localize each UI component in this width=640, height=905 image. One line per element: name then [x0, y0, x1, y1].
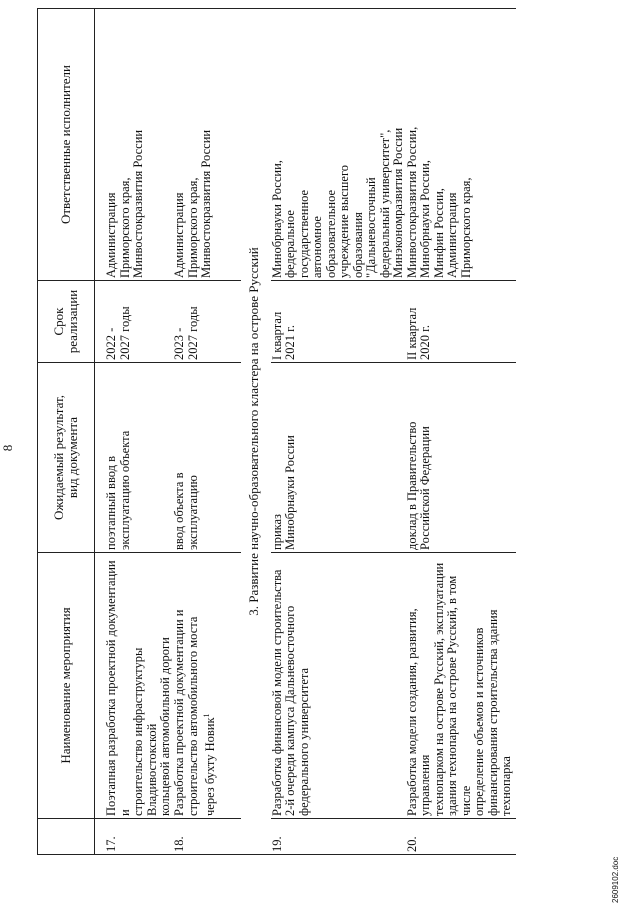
implementation-term: 2022 - 2027 годы — [105, 281, 173, 363]
implementation-term: II квартал 2020 г. — [406, 281, 516, 363]
responsible-executors: Администрация Приморского края, Минвостокразвития России — [173, 9, 241, 281]
expected-result: ввод объекта в эксплуатацию — [173, 363, 241, 553]
footnote-marker: 1 — [202, 713, 211, 718]
table-header-row — [38, 9, 95, 855]
section-title: 3. Развитие научно-образовательного кластера на острове Русский — [241, 9, 271, 855]
header-result: Ожидаемый результат, вид документа — [38, 363, 95, 553]
responsible-executors: Минвостокразвития России, Минобрнауки России, Минфин России, Администрация Приморского края, — [406, 9, 516, 281]
section-heading-row — [241, 9, 271, 855]
measure-name: Поэтапная разработка проектной документации и строительство инфраструктуры Владивостокской кольцевой автомобильной дороги — [105, 553, 173, 819]
row-number: 19. — [271, 819, 406, 855]
document-file-code: 2609102.doc — [611, 856, 620, 903]
table-row — [173, 9, 241, 855]
row-number: 17. — [105, 819, 173, 855]
measures-table — [37, 8, 516, 855]
header-executors: Ответственные исполнители — [38, 9, 95, 281]
measure-name-cell — [173, 553, 241, 819]
table-row — [406, 9, 516, 855]
measure-name: Разработка проектной документации и строительство автомобильного моста через бухту Новик — [172, 609, 218, 816]
implementation-term: 2023 - 2027 годы — [173, 281, 241, 363]
header-term: Срок реализации — [38, 281, 95, 363]
table-row — [105, 9, 173, 855]
page-number: 8 — [0, 444, 15, 452]
row-number: 20. — [406, 819, 516, 855]
header-number-cell — [38, 819, 95, 855]
responsible-executors: Администрация Приморского края, Минвостокразвития России — [105, 9, 173, 281]
table-row — [271, 9, 406, 855]
expected-result: поэтапный ввод в эксплуатацию объекта — [105, 363, 173, 553]
header-name: Наименование мероприятия — [38, 553, 95, 819]
row-number: 18. — [173, 819, 241, 855]
expected-result: приказ Минобрнауки России — [271, 363, 406, 553]
implementation-term: I квартал 2021 г. — [271, 281, 406, 363]
measure-name: Разработка модели создания, развития, управления технопарком на острове Русский, эксплуатации здания технопарка на острове Русский, в том числе определение объемов и источников финансирования строительства здания технопарка — [406, 553, 516, 819]
expected-result: доклад в Правительство Российской Федерации — [406, 363, 516, 553]
responsible-executors: Минобрнауки России, федеральное государственное автономное образовательное учреждение высшего образования "Дальневосточный федеральный университет", Минэкономразвития России — [271, 9, 406, 281]
measure-name: Разработка финансовой модели строительства 2-й очереди кампуса Дальневосточного федерального университета — [271, 553, 406, 819]
